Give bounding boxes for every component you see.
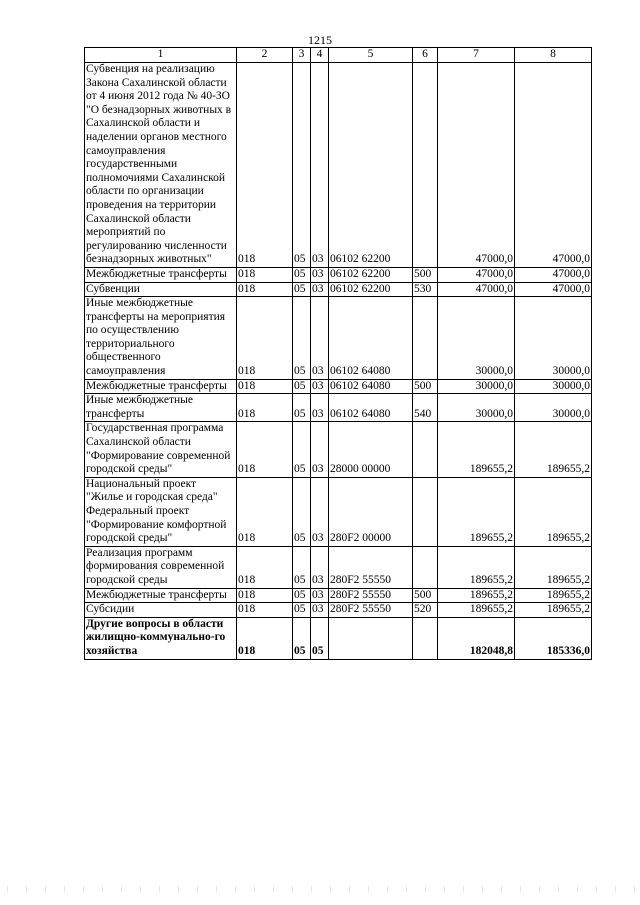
amount-year1-cell: 189655,2 bbox=[438, 603, 515, 618]
table-row bbox=[85, 282, 592, 297]
target-article-cell: 280F2 55550 bbox=[329, 603, 413, 618]
ministry-code-cell: 018 bbox=[237, 63, 293, 268]
ministry-code-cell: 018 bbox=[237, 422, 293, 477]
table-row bbox=[85, 477, 592, 546]
table-row bbox=[85, 267, 592, 282]
amount-year1-cell: 47000,0 bbox=[438, 282, 515, 297]
target-article-cell: 06102 64080 bbox=[329, 394, 413, 422]
section-code-cell: 05 bbox=[293, 63, 311, 268]
ministry-code-cell: 018 bbox=[237, 282, 293, 297]
amount-year2-cell: 189655,2 bbox=[515, 603, 592, 618]
target-article-cell: 28000 00000 bbox=[329, 422, 413, 477]
section-code-cell: 05 bbox=[293, 267, 311, 282]
header-row bbox=[85, 48, 592, 63]
subsection-code-cell: 03 bbox=[311, 63, 329, 268]
expense-type-cell bbox=[413, 297, 438, 380]
amount-year1-cell: 189655,2 bbox=[438, 588, 515, 603]
ministry-code-cell: 018 bbox=[237, 379, 293, 394]
row-name-cell: Иные межбюджетные трансферты на мероприятия по осуществлению территориального общественного самоуправления bbox=[85, 297, 237, 380]
amount-year2-cell: 47000,0 bbox=[515, 282, 592, 297]
amount-year2-cell: 185336,0 bbox=[515, 617, 592, 659]
subsection-code-cell: 03 bbox=[311, 379, 329, 394]
ministry-code-cell: 018 bbox=[237, 603, 293, 618]
ministry-code-cell: 018 bbox=[237, 588, 293, 603]
amount-year1-cell: 182048,8 bbox=[438, 617, 515, 659]
amount-year1-cell: 47000,0 bbox=[438, 267, 515, 282]
expense-type-cell: 520 bbox=[413, 603, 438, 618]
expense-type-cell: 500 bbox=[413, 267, 438, 282]
row-name-cell: Государственная программа Сахалинской области "Формирование современной городской среды" bbox=[85, 422, 237, 477]
row-name-cell: Иные межбюджетные трансферты bbox=[85, 394, 237, 422]
row-name-cell: Межбюджетные трансферты bbox=[85, 588, 237, 603]
subsection-code-cell: 03 bbox=[311, 588, 329, 603]
header-cell: 1 bbox=[85, 48, 237, 63]
ministry-code-cell: 018 bbox=[237, 267, 293, 282]
row-name-cell: Субвенции bbox=[85, 282, 237, 297]
amount-year2-cell: 30000,0 bbox=[515, 394, 592, 422]
header-cell: 8 bbox=[515, 48, 592, 63]
subsection-code-cell: 03 bbox=[311, 422, 329, 477]
ministry-code-cell: 018 bbox=[237, 617, 293, 659]
section-code-cell: 05 bbox=[293, 297, 311, 380]
amount-year2-cell: 30000,0 bbox=[515, 297, 592, 380]
expense-type-cell: 500 bbox=[413, 588, 438, 603]
section-code-cell: 05 bbox=[293, 477, 311, 546]
row-name-cell: Межбюджетные трансферты bbox=[85, 379, 237, 394]
amount-year1-cell: 189655,2 bbox=[438, 546, 515, 588]
amount-year2-cell: 189655,2 bbox=[515, 588, 592, 603]
row-name-cell: Межбюджетные трансферты bbox=[85, 267, 237, 282]
ministry-code-cell: 018 bbox=[237, 477, 293, 546]
ministry-code-cell: 018 bbox=[237, 297, 293, 380]
subsection-code-cell: 03 bbox=[311, 394, 329, 422]
header-cell: 5 bbox=[329, 48, 413, 63]
amount-year2-cell: 30000,0 bbox=[515, 379, 592, 394]
section-code-cell: 05 bbox=[293, 588, 311, 603]
row-name-cell: Субвенция на реализацию Закона Сахалинской области от 4 июня 2012 года № 40-ЗО "О безнадзорных животных в Сахалинской области и наделении органов местного самоуправления государственными полномочиями Сахалинской области по организации проведения на территории Сахалинской области мероприятий по регулированию численности безнадзорных животных" bbox=[85, 63, 237, 268]
row-name-cell: Другие вопросы в области жилищно-коммунально-го хозяйства bbox=[85, 617, 237, 659]
subsection-code-cell: 03 bbox=[311, 297, 329, 380]
section-code-cell: 05 bbox=[293, 394, 311, 422]
amount-year1-cell: 30000,0 bbox=[438, 379, 515, 394]
table-row bbox=[85, 394, 592, 422]
expense-type-cell bbox=[413, 63, 438, 268]
amount-year2-cell: 189655,2 bbox=[515, 546, 592, 588]
header-cell: 3 bbox=[293, 48, 311, 63]
subsection-code-cell: 03 bbox=[311, 477, 329, 546]
amount-year2-cell: 189655,2 bbox=[515, 477, 592, 546]
target-article-cell: 06102 62200 bbox=[329, 282, 413, 297]
target-article-cell bbox=[329, 617, 413, 659]
section-code-cell: 05 bbox=[293, 422, 311, 477]
section-code-cell: 05 bbox=[293, 546, 311, 588]
row-name-cell: Субсидии bbox=[85, 603, 237, 618]
expense-type-cell: 530 bbox=[413, 282, 438, 297]
target-article-cell: 06102 64080 bbox=[329, 379, 413, 394]
subsection-code-cell: 03 bbox=[311, 603, 329, 618]
ministry-code-cell: 018 bbox=[237, 546, 293, 588]
header-cell: 6 bbox=[413, 48, 438, 63]
ministry-code-cell: 018 bbox=[237, 394, 293, 422]
scan-noise bbox=[0, 886, 640, 892]
subsection-code-cell: 03 bbox=[311, 546, 329, 588]
table-row bbox=[85, 588, 592, 603]
table-body bbox=[85, 48, 592, 660]
row-name-cell: Национальный проект "Жилье и городская среда" Федеральный проект "Формирование комфортной городской среды" bbox=[85, 477, 237, 546]
table-row bbox=[85, 422, 592, 477]
target-article-cell: 06102 62200 bbox=[329, 267, 413, 282]
amount-year1-cell: 30000,0 bbox=[438, 394, 515, 422]
expense-type-cell: 540 bbox=[413, 394, 438, 422]
expense-type-cell bbox=[413, 546, 438, 588]
section-code-cell: 05 bbox=[293, 282, 311, 297]
expense-type-cell: 500 bbox=[413, 379, 438, 394]
expense-type-cell bbox=[413, 422, 438, 477]
amount-year1-cell: 30000,0 bbox=[438, 297, 515, 380]
target-article-cell: 06102 62200 bbox=[329, 63, 413, 268]
header-cell: 4 bbox=[311, 48, 329, 63]
target-article-cell: 280F2 55550 bbox=[329, 588, 413, 603]
section-code-cell: 05 bbox=[293, 379, 311, 394]
target-article-cell: 280F2 00000 bbox=[329, 477, 413, 546]
target-article-cell: 280F2 55550 bbox=[329, 546, 413, 588]
amount-year2-cell: 189655,2 bbox=[515, 422, 592, 477]
section-code-cell: 05 bbox=[293, 617, 311, 659]
amount-year1-cell: 47000,0 bbox=[438, 63, 515, 268]
subsection-code-cell: 03 bbox=[311, 267, 329, 282]
section-code-cell: 05 bbox=[293, 603, 311, 618]
target-article-cell: 06102 64080 bbox=[329, 297, 413, 380]
amount-year2-cell: 47000,0 bbox=[515, 267, 592, 282]
amount-year1-cell: 189655,2 bbox=[438, 422, 515, 477]
row-name-cell: Реализация программ формирования современной городской среды bbox=[85, 546, 237, 588]
expense-type-cell bbox=[413, 617, 438, 659]
table-row bbox=[85, 603, 592, 618]
expense-type-cell bbox=[413, 477, 438, 546]
table-row bbox=[85, 546, 592, 588]
table-row bbox=[85, 617, 592, 659]
amount-year1-cell: 189655,2 bbox=[438, 477, 515, 546]
table-row bbox=[85, 63, 592, 268]
header-cell: 2 bbox=[237, 48, 293, 63]
subsection-code-cell: 05 bbox=[311, 617, 329, 659]
page-number: 1215 bbox=[308, 33, 332, 47]
amount-year2-cell: 47000,0 bbox=[515, 63, 592, 268]
subsection-code-cell: 03 bbox=[311, 282, 329, 297]
header-cell: 7 bbox=[438, 48, 515, 63]
table-row bbox=[85, 297, 592, 380]
budget-table bbox=[84, 47, 592, 660]
table-row bbox=[85, 379, 592, 394]
